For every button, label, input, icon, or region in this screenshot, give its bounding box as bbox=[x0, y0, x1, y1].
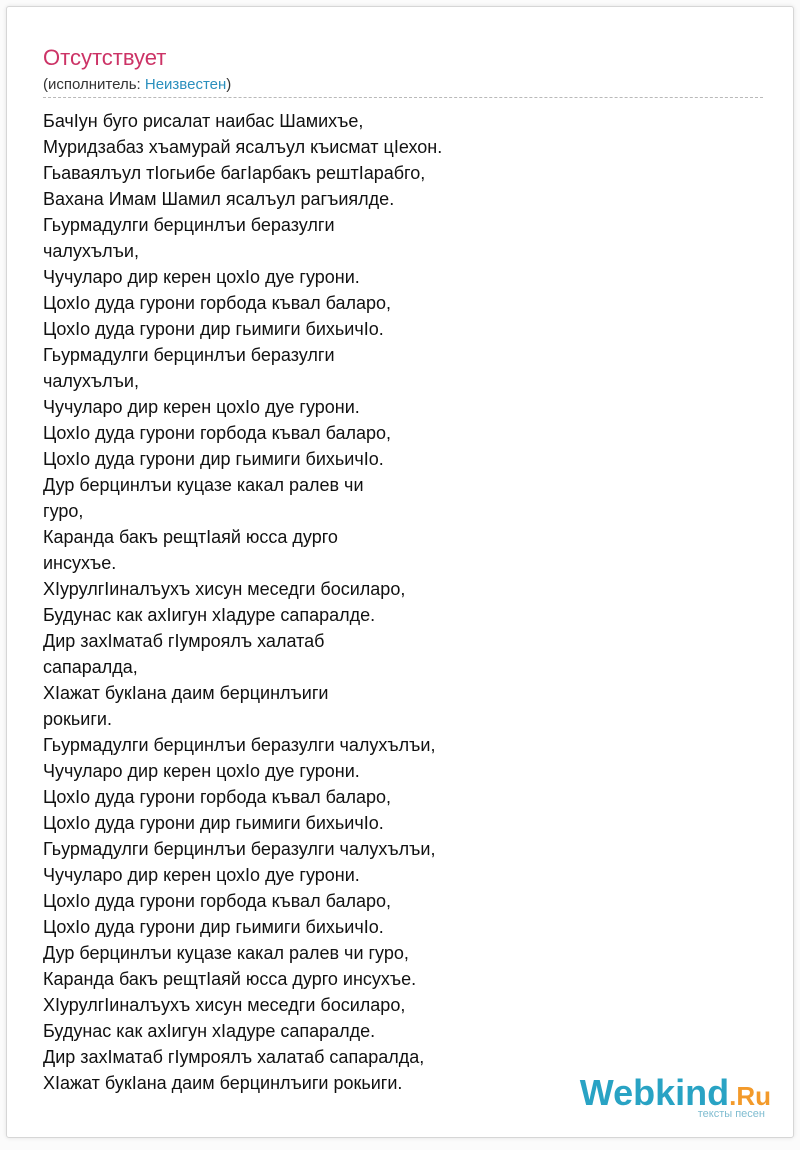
lyric-line: ЦохIо дуда гурони дир гьимиги бихьичIо. bbox=[43, 917, 384, 937]
lyric-line: Дур берцинлъи куцазе какал ралев чи bbox=[43, 475, 364, 495]
lyric-line: ХIажат букIана даим берцинлъиги bbox=[43, 683, 329, 703]
lyric-line: Гьурмадулги берцинлъи беразулги bbox=[43, 345, 335, 365]
lyric-line: Дир захIматаб гIумроялъ халатаб сапаралда, bbox=[43, 1047, 425, 1067]
lyric-line: Чучуларо дир керен цохIо дуе гурони. bbox=[43, 267, 360, 287]
lyric-line: инсухъе. bbox=[43, 553, 117, 573]
lyric-line: Чучуларо дир керен цохIо дуе гурони. bbox=[43, 865, 360, 885]
logo-tld-text: .Ru bbox=[729, 1081, 771, 1111]
lyric-line: ЦохIо дуда гурони горбода къвал баларо, bbox=[43, 293, 392, 313]
lyric-line: Каранда бакъ рещтIаяй юсса дурго bbox=[43, 527, 338, 547]
lyric-line: Дир захIматаб гIумроялъ халатаб bbox=[43, 631, 325, 651]
lyric-line: Гьурмадулги берцинлъи беразулги bbox=[43, 215, 335, 235]
lyric-line: чалухълъи, bbox=[43, 371, 139, 391]
lyric-line: ЦохIо дуда гурони горбода къвал баларо, bbox=[43, 423, 392, 443]
lyric-line: ЦохIо дуда гурони дир гьимиги бихьичIо. bbox=[43, 319, 384, 339]
lyric-line: Чучуларо дир керен цохIо дуе гурони. bbox=[43, 761, 360, 781]
lyric-line: ХIурулгIиналъухъ хисун меседги босиларо, bbox=[43, 995, 406, 1015]
artist-line bbox=[43, 75, 231, 95]
lyric-line: Гьурмадулги берцинлъи беразулги чалухълъи, bbox=[43, 839, 436, 859]
song-title: Отсутствует bbox=[43, 45, 167, 70]
lyric-line: Муридзабаз хъамурай ясалъул къисмат цIехон. bbox=[43, 137, 443, 157]
lyric-line: Чучуларо дир керен цохIо дуе гурони. bbox=[43, 397, 360, 417]
lyric-line: ХIурулгIиналъухъ хисун меседги босиларо, bbox=[43, 579, 406, 599]
lyric-line: Гьурмадулги берцинлъи беразулги чалухълъи, bbox=[43, 735, 436, 755]
logo-tagline: тексты песен bbox=[697, 1108, 765, 1120]
lyrics-card bbox=[6, 6, 794, 1138]
lyric-line: гуро, bbox=[43, 501, 84, 521]
lyric-line: Каранда бакъ рещтIаяй юсса дурго инсухъе. bbox=[43, 969, 417, 989]
webkind-logo[interactable] bbox=[580, 1073, 771, 1120]
lyric-line: ЦохIо дуда гурони дир гьимиги бихьичIо. bbox=[43, 813, 384, 833]
lyric-line: ЦохIо дуда гурони горбода къвал баларо, bbox=[43, 891, 392, 911]
logo-main-text: Webkind bbox=[579, 1072, 730, 1113]
divider bbox=[43, 97, 763, 98]
lyric-line: Дур берцинлъи куцазе какал ралев чи гуро, bbox=[43, 943, 409, 963]
lyrics-text bbox=[43, 108, 442, 1096]
lyric-line: Вахана Имам Шамил ясалъул рагъиялде. bbox=[43, 189, 395, 209]
lyric-line: сапаралда, bbox=[43, 657, 138, 677]
lyric-line: чалухълъи, bbox=[43, 241, 139, 261]
lyric-line: Будунас как ахIигун хIадуре сапаралде. bbox=[43, 1021, 376, 1041]
lyric-line: ХIажат букIана даим берцинлъиги рокьиги. bbox=[43, 1073, 403, 1093]
lyric-line: Гьаваялъул тIогьибе багIарбакъ рештIарабго, bbox=[43, 163, 426, 183]
lyric-line: БачIун буго рисалат наибас Шамихъе, bbox=[43, 111, 364, 131]
lyric-line: Будунас как ахIигун хIадуре сапаралде. bbox=[43, 605, 376, 625]
artist-prefix: (исполнитель: bbox=[43, 76, 145, 93]
lyric-line: ЦохIо дуда гурони дир гьимиги бихьичIо. bbox=[43, 449, 384, 469]
artist-link[interactable]: Неизвестен bbox=[144, 76, 227, 93]
lyric-line: рокьиги. bbox=[43, 709, 112, 729]
lyric-line: ЦохIо дуда гурони горбода къвал баларо, bbox=[43, 787, 392, 807]
artist-suffix: ) bbox=[226, 76, 232, 93]
